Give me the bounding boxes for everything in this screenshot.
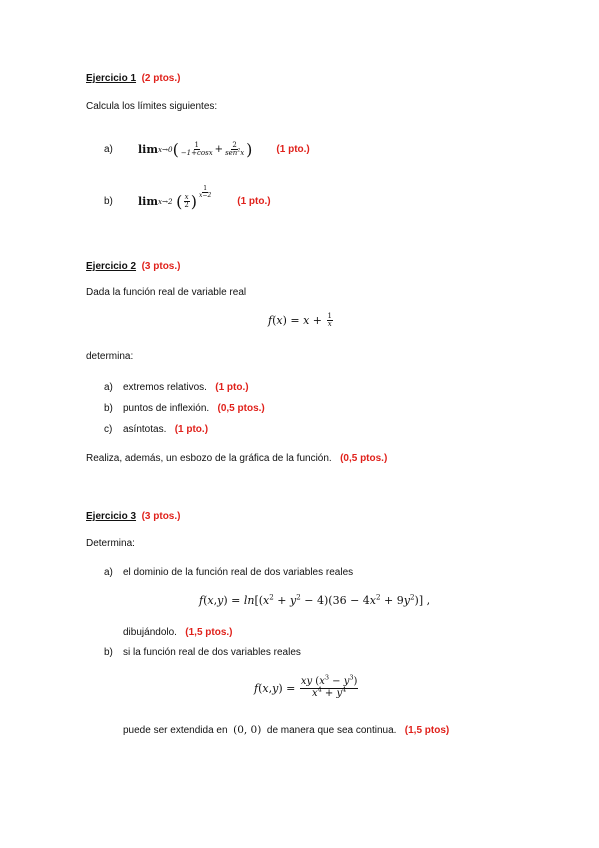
exercise-2-title: Ejercicio 2 xyxy=(86,261,137,272)
exercise-3-item-b xyxy=(104,647,301,658)
sketch-text: Realiza, además, un esbozo de la gráfica de la función. xyxy=(86,453,332,464)
exercise-1-item-b xyxy=(104,184,271,211)
exercise-1-intro: Calcula los límites siguientes: xyxy=(86,101,218,112)
point-origin: (0, 0) xyxy=(233,724,262,736)
exercise-3-title: Ejercicio 3 xyxy=(86,511,137,522)
item-points: (1 pto.) xyxy=(174,424,209,435)
exercise-3-item-b-after xyxy=(123,724,449,736)
exercise-2-sketch xyxy=(86,453,387,464)
item-text: si la función real de dos variables reales xyxy=(123,647,301,658)
item-text: puntos de inflexión. xyxy=(123,403,210,414)
item-points: (1 pto.) xyxy=(215,382,249,393)
exercise-2-points: (3 ptos.) xyxy=(141,261,181,272)
exercise-1-header xyxy=(86,73,180,84)
item-label: a) xyxy=(104,382,113,393)
item-b-points: (1 pto.) xyxy=(237,196,271,207)
item-text: extremos relativos. xyxy=(123,382,207,393)
exercise-3-intro: Determina: xyxy=(86,538,135,549)
item-points: (1,5 ptos) xyxy=(404,725,450,736)
limit-b-formula: lim x→2 ( $\frac{x}{2}$ ) $\frac{1}{x-2}$ xyxy=(138,184,212,211)
item-b-label: b) xyxy=(104,196,113,207)
item-label: b) xyxy=(104,403,113,414)
exercise-2-intro: Dada la función real de variable real xyxy=(86,287,247,298)
function-continuity-formula: f ( x , y ) = $\frac{xy (x^3 - y^3)}{x^4 + y^4}$ xyxy=(254,673,358,699)
exercise-1-item-a xyxy=(104,140,310,159)
exercise-2-item-a xyxy=(104,382,249,393)
exercise-3-item-a-after xyxy=(123,627,233,638)
item-text: asíntotas. xyxy=(123,424,167,435)
after-text: dibujándolo. xyxy=(123,627,177,638)
exercise-1-points: (2 ptos.) xyxy=(141,73,181,84)
item-label: b) xyxy=(104,647,113,658)
item-label: a) xyxy=(104,567,113,578)
exercise-2-determina: determina: xyxy=(86,351,134,362)
exercise-3-points: (3 ptos.) xyxy=(141,511,181,522)
item-a-label: a) xyxy=(104,144,113,155)
sketch-points: (0,5 ptos.) xyxy=(340,453,388,464)
limit-a-formula: lim x→0 ( $\frac{1}{-1+\cos x}$ + $\frac{2}{sen^2x}$ ) xyxy=(138,140,253,159)
item-text: el dominio de la función real de dos variables reales xyxy=(123,567,354,578)
item-points: (0,5 ptos.) xyxy=(217,403,265,414)
exercise-2-item-b xyxy=(104,403,265,414)
exercise-3-item-a xyxy=(104,567,353,578)
function-domain-formula: $f(x,y) = \ln[(x^2 + y^2 - 4)(36 - 4x^2 + 9y^2)]$ , xyxy=(199,592,431,607)
exercise-2-header xyxy=(86,261,180,272)
exercise-1-title: Ejercicio 1 xyxy=(86,73,137,84)
exercise-3-header xyxy=(86,511,180,522)
item-points: (1,5 ptos.) xyxy=(185,627,233,638)
item-label: c) xyxy=(104,424,113,435)
after-pre-text: puede ser extendida en xyxy=(123,725,228,736)
exercise-2-item-c xyxy=(104,424,208,435)
function-f-formula: f ( x ) = x + $\frac{1}{x}$ xyxy=(268,312,332,329)
item-a-points: (1 pto.) xyxy=(276,144,310,155)
after-post-text: de manera que sea continua. xyxy=(266,725,397,736)
